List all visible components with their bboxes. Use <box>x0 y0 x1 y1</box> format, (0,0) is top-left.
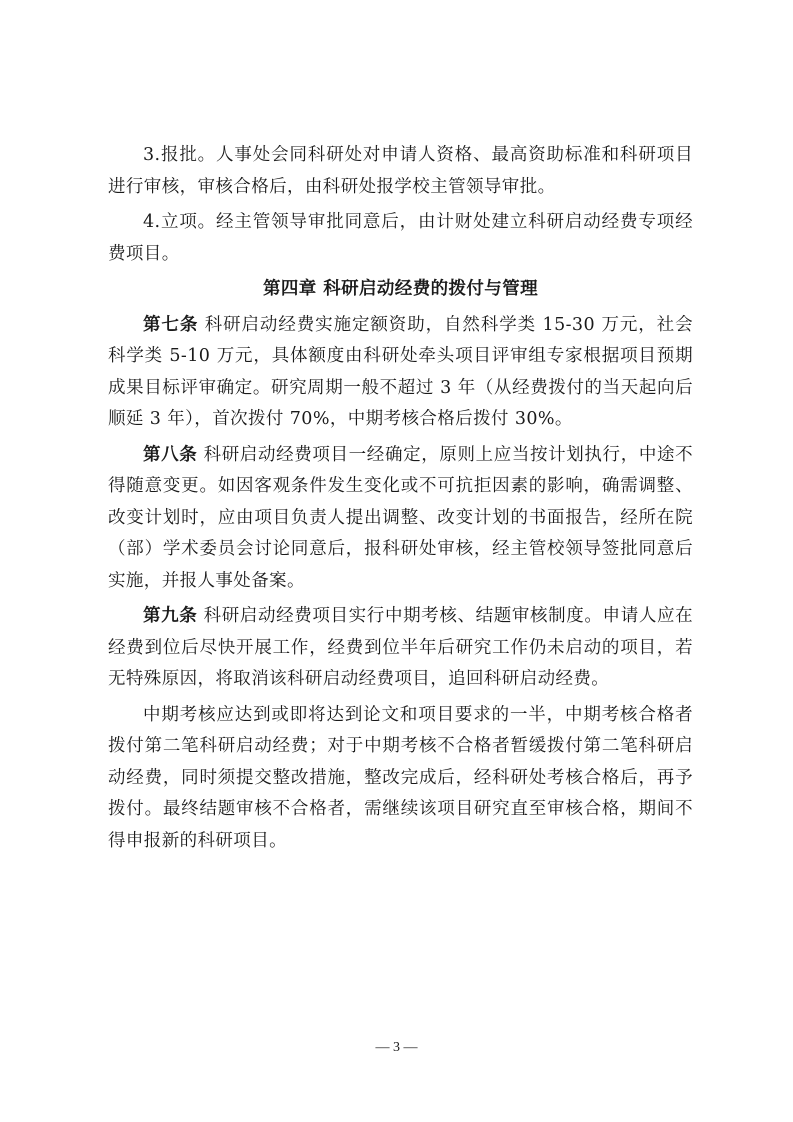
page-number: — 3 — <box>375 1040 418 1055</box>
article-9-label: 第九条 <box>143 606 198 626</box>
article-7 <box>108 310 693 436</box>
article-7-text: 科研启动经费实施定额资助，自然科学类 15-30 万元，社会科学类 5-10 万元，具体额度由科研处牵头项目评审组专家根据项目预期成果目标评审确定。研究周期一般不超过 3 年（从经费拨付的当天起向后顺延 3 年），首次拨付 70%，中期考核合格后拨付 30%。 <box>108 314 693 429</box>
article-9-text: 科研启动经费项目实行中期考核、结题审核制度。申请人应在经费到位后尽快开展工作，经费到位半年后研究工作仍未启动的项目，若无特殊原因，将取消该科研启动经费项目，追回科研启动经费。 <box>108 606 693 689</box>
article-9 <box>108 601 693 696</box>
paragraph-mid-term-review: 中期考核应达到或即将达到论文和项目要求的一半，中期考核合格者拨付第二笔科研启动经费；对于中期考核不合格者暂缓拨付第二笔科研启动经费，同时须提交整改措施，整改完成后，经科研处考核合格后，再予拨付。最终结题审核不合格者，需继续该项目研究直至审核合格，期间不得申报新的科研项目。 <box>108 704 693 851</box>
paragraph-approval: 3.报批。人事处会同科研处对申请人资格、最高资助标准和科研项目进行审核，审核合格后，由科研处报学校主管领导审批。 <box>108 145 693 197</box>
chapter-heading: 第四章 科研启动经费的拨付与管理 <box>263 279 538 299</box>
article-7-label: 第七条 <box>143 314 199 335</box>
document-body <box>108 140 693 861</box>
article-8-text: 科研启动经费项目一经确定，原则上应当按计划执行，中途不得随意变更。如因客观条件发生变化或不可抗拒因素的影响，确需调整、改变计划时，应由项目负责人提出调整、改变计划的书面报告，经所在院（部）学术委员会讨论同意后，报科研处审核，经主管校领导签批同意后实施，并报人事处备案。 <box>108 444 693 591</box>
paragraph-project-setup: 4.立项。经主管领导审批同意后，由计财处建立科研启动经费专项经费项目。 <box>108 212 693 264</box>
article-8 <box>108 440 693 598</box>
article-8-label: 第八条 <box>143 444 198 465</box>
